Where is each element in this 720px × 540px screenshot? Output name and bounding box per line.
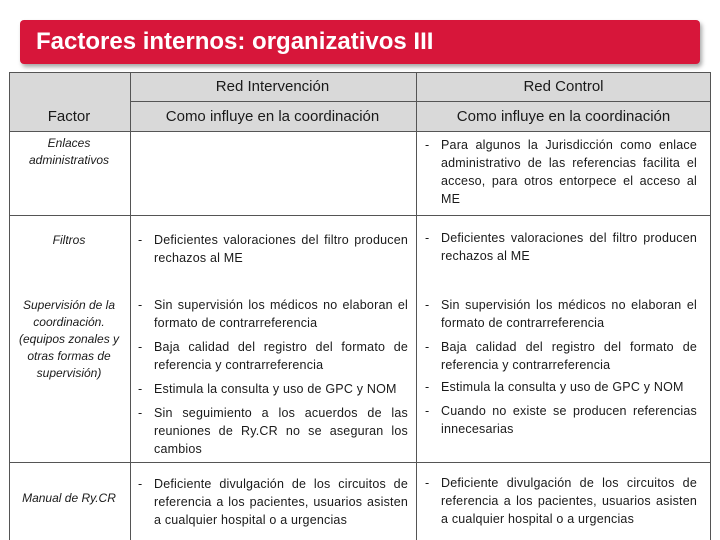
list-item: - Deficiente divulgación de los circuitos de referencia a los pacientes, usuarios asisten a cualquier hospital o a urgencias — [425, 476, 697, 526]
list-item: - Baja calidad del registro del formato de referencia y contrarreferencia — [425, 340, 697, 372]
list-item: - Sin supervisión los médicos no elaboran el formato de contrarreferencia — [425, 298, 697, 330]
list-item: - Cuando no existe se producen referencias innecesarias — [425, 404, 697, 436]
factor-label: Supervisión de la coordinación. (equipos zonales y otras formas de supervisión) — [18, 298, 120, 380]
header-influye-control: Como influye en la coordinación — [456, 108, 671, 125]
header-group-control: Red Control — [523, 78, 604, 95]
list-item: - Sin seguimiento a los acuerdos de las reuniones de Ry.CR no se aseguran los cambios — [138, 406, 408, 456]
table-left-border — [9, 72, 10, 540]
header-bottom-border — [9, 131, 711, 132]
list-item: - Baja calidad del registro del formato de referencia y contrarreferencia — [138, 340, 408, 372]
column-divider — [130, 72, 131, 540]
table-top-border — [9, 72, 711, 73]
table-right-border — [710, 72, 711, 540]
header-divider — [130, 101, 711, 102]
list-item: - Estimula la consulta y uso de GPC y NOM — [138, 382, 397, 396]
header-factor: Factor — [47, 108, 91, 125]
page-title: Factores internos: organizativos III — [36, 28, 434, 55]
list-item: - Estimula la consulta y uso de GPC y NOM — [425, 380, 684, 394]
list-item: - Sin supervisión los médicos no elaboran el formato de contrarreferencia — [138, 298, 408, 330]
title-bar — [20, 20, 700, 64]
list-item: - Para algunos la Jurisdicción como enlace administrativo de las referencias facilita el acceso, para otros entorpece el acceso al ME — [425, 138, 697, 206]
column-divider — [416, 72, 417, 540]
row-divider — [9, 462, 711, 463]
list-item: - Deficientes valoraciones del filtro producen rechazos al ME — [138, 233, 408, 265]
header-influye-intervencion: Como influye en la coordinación — [165, 108, 380, 125]
factor-label: Filtros — [52, 233, 86, 247]
header-group-intervencion: Red Intervención — [215, 78, 330, 95]
factor-label: Manual de Ry.CR — [22, 491, 116, 505]
row-divider — [9, 215, 711, 216]
factor-label: Enlaces administrativos — [28, 136, 110, 167]
list-item: - Deficiente divulgación de los circuitos de referencia a los pacientes, usuarios asisten a cualquier hospital o a urgencias — [138, 477, 408, 527]
list-item: - Deficientes valoraciones del filtro producen rechazos al ME — [425, 231, 697, 263]
